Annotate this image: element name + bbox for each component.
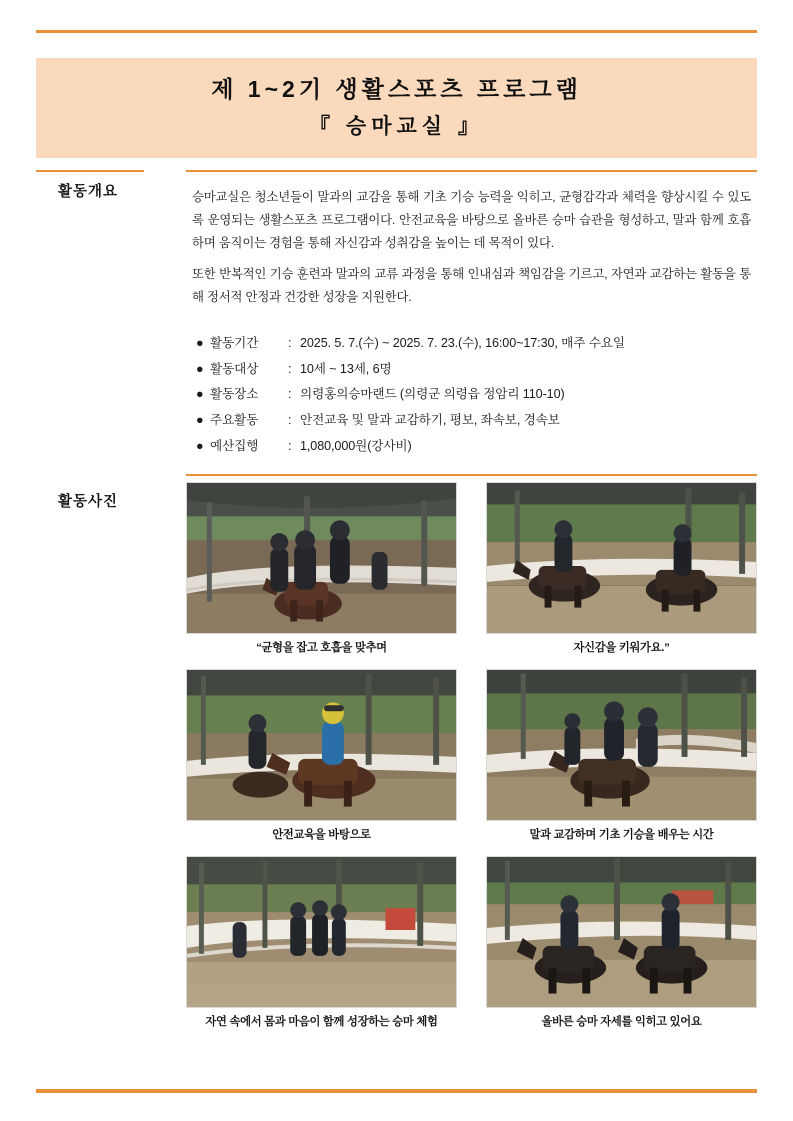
bullet-icon: ● bbox=[196, 361, 204, 376]
overview-item-value: 안전교육 및 말과 교감하기, 평보, 좌속보, 경속보 bbox=[300, 413, 560, 428]
overview-item-key: 활동기간 bbox=[210, 335, 259, 350]
photo-1-image bbox=[187, 483, 456, 633]
photo-cell bbox=[486, 856, 757, 1037]
overview-item-value: 1,080,000원(강사비) bbox=[300, 438, 412, 453]
overview-item-colon: : bbox=[288, 438, 292, 453]
photo-4 bbox=[486, 669, 757, 821]
photo-grid bbox=[186, 482, 757, 1037]
list-item bbox=[196, 357, 757, 383]
overview-label-rule bbox=[36, 170, 144, 172]
overview-paragraph-1: 승마교실은 청소년들이 말과의 교감을 통해 기초 기승 능력을 익히고, 균형감각과 체력을 향상시킬 수 있도록 운영되는 생활스포츠 프로그램이다. 안전교육을 바탕으로 올바른 승마 습관을 형성하고, 말과 함께 호흡하며 움직이는 경험을 통해 자신감과 성취감을 높이는 데 목적이 있다. bbox=[192, 190, 751, 250]
page-title-line1: 제 1~2기 생활스포츠 프로그램 bbox=[211, 76, 582, 102]
photo-1-caption: “균형을 잡고 호흡을 맞추며 bbox=[256, 642, 387, 654]
photo-cell bbox=[186, 669, 457, 850]
photo-2-image bbox=[487, 483, 756, 633]
photos-section-label: 활동사진 bbox=[58, 494, 119, 510]
overview-detail-list bbox=[196, 331, 757, 460]
photo-5 bbox=[186, 856, 457, 1008]
overview-item-colon: : bbox=[288, 335, 292, 350]
photo-cell bbox=[486, 669, 757, 850]
overview-item-value: 의령홍의승마랜드 (의령군 의령읍 정암리 110-10) bbox=[300, 387, 565, 402]
overview-item-key: 활동대상 bbox=[210, 361, 259, 376]
overview-item-key: 활동장소 bbox=[210, 387, 259, 402]
photo-3 bbox=[186, 669, 457, 821]
photo-6 bbox=[486, 856, 757, 1008]
photo-cell bbox=[186, 856, 457, 1037]
photo-2 bbox=[486, 482, 757, 634]
overview-item-colon: : bbox=[288, 413, 292, 428]
overview-paragraph-2: 또한 반복적인 기승 훈련과 말과의 교류 과정을 통해 인내심과 책임감을 기르고, 자연과 교감하는 활동을 통해 정서적 안정과 건강한 성장을 지원한다. bbox=[192, 266, 751, 304]
photo-1 bbox=[186, 482, 457, 634]
bullet-icon: ● bbox=[196, 438, 204, 453]
photo-3-image bbox=[187, 670, 456, 820]
bottom-divider bbox=[36, 1089, 757, 1093]
bullet-icon: ● bbox=[196, 413, 204, 428]
list-item bbox=[196, 382, 757, 408]
overview-item-value: 2025. 5. 7.(수) ~ 2025. 7. 23.(수), 16:00~17:30, 매주 수요일 bbox=[300, 335, 625, 350]
photo-2-caption: 자신감을 키워가요.” bbox=[573, 642, 670, 654]
list-item bbox=[196, 331, 757, 357]
photo-6-image bbox=[487, 857, 756, 1007]
page-title-line2: 『 승마교실 』 bbox=[309, 114, 484, 138]
photo-cell bbox=[186, 482, 457, 663]
bullet-icon: ● bbox=[196, 335, 204, 350]
list-item bbox=[196, 434, 757, 460]
photo-4-image bbox=[487, 670, 756, 820]
top-divider bbox=[36, 30, 757, 33]
overview-item-key: 예산집행 bbox=[210, 438, 259, 453]
photo-cell bbox=[486, 482, 757, 663]
document-title-box bbox=[36, 58, 757, 158]
photo-5-image bbox=[187, 857, 456, 1007]
overview-section-label: 활동개요 bbox=[58, 184, 119, 200]
photo-5-caption: 자연 속에서 몸과 마음이 함께 성장하는 승마 체험 bbox=[205, 1016, 438, 1028]
photo-4-caption: 말과 교감하며 기초 기승을 배우는 시간 bbox=[529, 829, 714, 841]
overview-item-colon: : bbox=[288, 387, 292, 402]
photo-6-caption: 올바른 승마 자세를 익히고 있어요 bbox=[541, 1016, 702, 1028]
overview-item-key: 주요활동 bbox=[210, 413, 259, 428]
overview-body bbox=[186, 170, 757, 476]
overview-item-colon: : bbox=[288, 361, 292, 376]
bullet-icon: ● bbox=[196, 387, 204, 402]
list-item bbox=[196, 408, 757, 434]
photo-3-caption: 안전교육을 바탕으로 bbox=[272, 829, 371, 841]
overview-item-value: 10세 ~ 13세, 6명 bbox=[300, 361, 392, 376]
